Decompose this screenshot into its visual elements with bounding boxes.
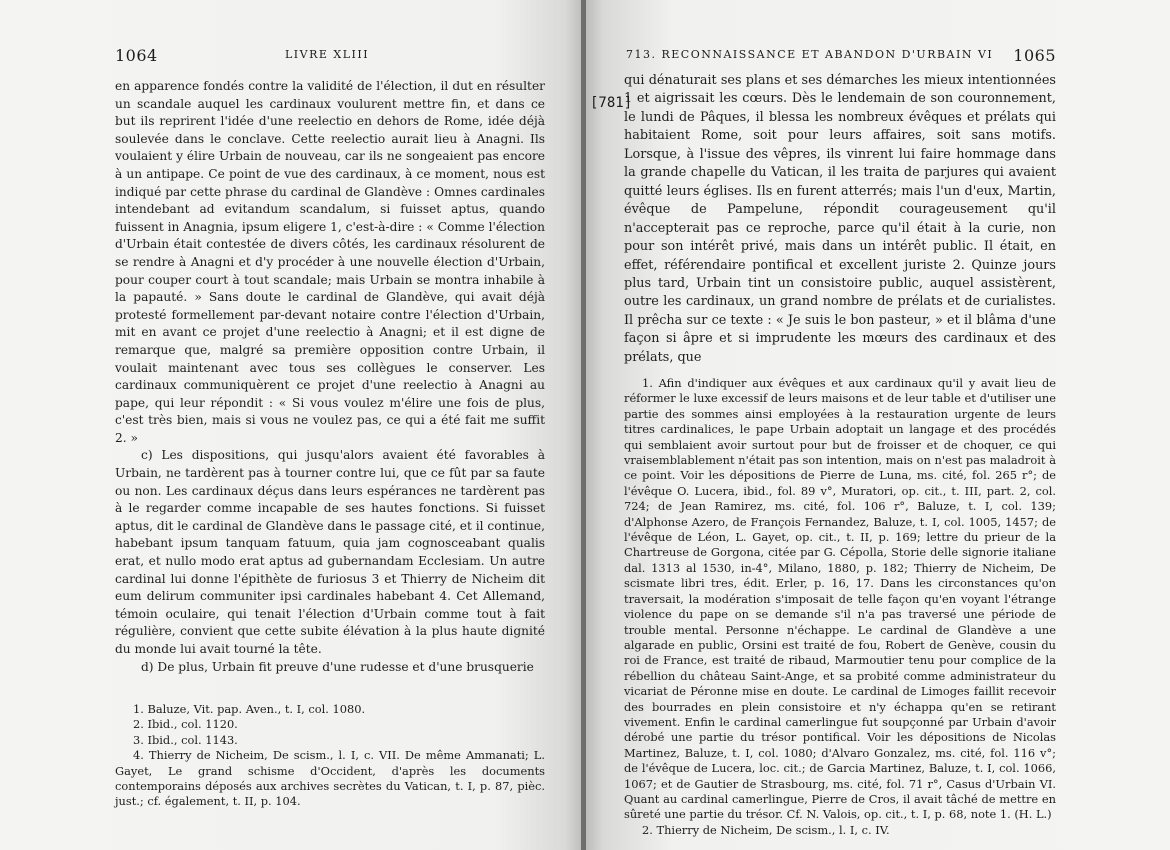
running-head: LIVRE XLIII xyxy=(285,48,370,61)
margin-marker: [781] xyxy=(590,95,633,111)
footnote: 1. Afin d'indiquer aux évêques et aux cardinaux qu'il y avait lieu de réformer le luxe excessif de leurs maisons et de leur table et d'utiliser une partie des sommes ainsi employées à la restauration urgente de leurs titres cardinalices, le pape Urbain adoptait un langage et des procédés qui semblaient avoir surtout pour but de froisser et de choquer, ce qui vraisemblablement n'était pas son intention, mais on n'est pas maladroit à ce point. Voir les dépositions de Pierre de Luna, ms. cité, fol. 265 r°; de l'évêque O. Lucera, ibid., fol. 89 v°, Muratori, op. cit., t. III, part. 2, col. 724; de Jean Ramirez, ms. cité, fol. 106 r°, Baluze, t. I, col. 139; d'Alphonse Azero, de François Fernandez, Baluze, t. I, col. 1005, 1457; de l'évêque de Léon, L. Gayet, op. cit., t. II, p. 169; lettre du prieur de la Chartreuse de Gorgona, citée par G. Cépolla, Storie delle signorie italiane dal. 1313 al 1530, in-4°, Milano, 1880, p. 182; Thierry de Nicheim, De scismate libri tres, édit. Erler, p. 16, 17. Dans les circonstances qu'on traversait, la modération s'imposait de telle façon qu'en voyant l'étrange violence du pape on se demande s'il n'a pas traversé une période de trouble mental. Personne n'échappe. Le cardinal de Glandève a une algarade en public, Orsini est traité de fou, Robert de Genève, cousin du roi de France, est traité de ribaud, Marmoutier tenu pour complice de la rébellion du château Saint-Ange, et sa probité comme administrateur du vicariat de Péronne mise en doute. Le cardinal de Limoges faillit recevoir des bourrades en plein consistoire et n'y échappa qu'en se retirant vivement. Enfin le cardinal camerlingue fut soupçonné par Urbain d'avoir dérobé une partie du trésor pontifical. Voir les dépositions de Nicolas Martinez, Baluze, t. I, col. 1080; d'Alvaro Gonzalez, ms. cité, fol. 116 v°; de l'évêque de Lucera, loc. cit.; de Garcia Martinez, Baluze, t. I, col. 1066, 1067; et de Gautier de Strasbourg, ms. cité, fol. 71 r°, Casus d'Urbain VI. Quant au cardinal camerlingue, Pierre de Cros, il avait tâché de mettre en sûreté une partie du trésor. Cf. N. Valois, op. cit., t. I, p. 68, note 1. (H. L.) xyxy=(624,376,1056,822)
footnote: 2. Ibid., col. 1120. xyxy=(133,717,238,732)
body-paragraph: d) De plus, Urbain fit preuve d'une rudesse et d'une brusquerie xyxy=(141,659,534,674)
right-page-header xyxy=(626,46,1056,66)
left-footnotes xyxy=(115,702,545,810)
page-number: 1065 xyxy=(1013,46,1056,65)
body-paragraph: qui dénaturait ses plans et ses démarches les mieux intentionnées 1 et aigrissait les cœurs. Dès le lendemain de son couronnement, le lundi de Pâques, il blessa les nombreux évêques et prélats qui habitaient Rome, soit pour leurs affaires, soit sans motifs. Lorsque, à l'issue des vêpres, ils vinrent lui faire hommage dans la grande chapelle du Vatican, il les traita de parjures qui avaient quitté leurs églises. Ils en furent atterrés; mais l'un d'eux, Martin, évêque de Pampelune, répondit courageusement qu'il n'accepterait pas ce reproche, parce qu'il était à la curie, non pour son intérêt privé, mais dans un intérêt public. Il était, en effet, référendaire pontifical et excellent juriste 2. Quinze jours plus tard, Urbain tint un consistoire public, auquel assistèrent, outre les cardinaux, un grand nombre de prélats et de curialistes. Il prêcha sur ce texte : « Je suis le bon pasteur, » et il blâma d'une façon si âpre et si imprudente les mœurs des cardinaux et des prélats, que xyxy=(624,73,1056,365)
body-paragraph: en apparence fondés contre la validité de l'élection, il dut en résulter un scandale auquel les cardinaux voulurent mettre fin, et dans ce but ils reprirent l'idée d'une reelectio en dehors de Rome, idée déjà soulevée dans le conclave. Cette reelectio aurait lieu à Anagni. Ils voulaient y élire Urbain de nouveau, car ils ne songeaient pas encore à un antipape. Ce point de vue des cardinaux, à ce moment, nous est indiqué par cette phrase du cardinal de Glandève : Omnes cardinales intendebant ad evitandum scandalum, si fuisset aptus, quando fuissent in Anagnia, ipsum eligere 1, c'est-à-dire : « Comme l'élection d'Urbain était contestée de divers côtés, les cardinaux résolurent de se rendre à Anagni et d'y procéder à une nouvelle élection d'Urbain, pour couper court à tout scandale; mais Urbain se montra inhabile à la papauté. » Sans doute le cardinal de Glandève, qui avait déjà protesté formellement par-devant notaire contre l'élection d'Urbain, mit en avant ce projet d'une reelectio à Anagni; et il est digne de remarque que, malgré sa première opposition contre Urbain, il voulait maintenant avec tous ses collègues le conserver. Les cardinaux communiquèrent ce projet d'une reelectio à Anagni au pape, qui leur répondit : « Si vous voulez m'élire une fois de plus, c'est très bien, mais si vous ne voulez pas, ce qui a été fait me suffit 2. » xyxy=(115,79,545,445)
right-page xyxy=(586,0,1170,850)
footnote: 3. Ibid., col. 1143. xyxy=(133,732,238,747)
right-footnotes xyxy=(624,376,1056,838)
footnote: 4. Thierry de Nicheim, De scism., l. I, c. VII. De même Ammanati; L. Gayet, Le grand schisme d'Occident, d'après les documents contemporains déposés aux archives secrètes du Vatican, t. I, p. 87, pièc. just.; cf. également, t. II, p. 104. xyxy=(115,748,545,809)
footnote: 1. Baluze, Vit. pap. Aven., t. I, col. 1080. xyxy=(133,702,366,716)
left-page xyxy=(0,0,583,850)
left-page-header xyxy=(115,46,545,66)
running-head: 713. RECONNAISSANCE ET ABANDON D'URBAIN VI xyxy=(626,48,994,61)
body-paragraph: c) Les dispositions, qui jusqu'alors avaient été favorables à Urbain, ne tardèrent pas à tourner contre lui, que ce fût par sa faute ou non. Les cardinaux déçus dans leurs espérances ne tardèrent pas à le regarder comme incapable de ses hautes fonctions. Si fuisset aptus, dit le cardinal de Glandève dans le passage cité, et il continue, habebant ipsum tanquam fatuum, quia jam cognosceabant qualis erat, et nullo modo erat aptus ad gubernandam Ecclesiam. Un autre cardinal lui donne l'épithète de furiosus 3 et Thierry de Nicheim dit eum delirum communiter ipsi cardinales habebant 4. Cet Allemand, témoin oculaire, qui tenait l'élection d'Urbain comme tout à fait régulière, convient que cette subite élévation à la plus haute dignité du monde lui avait tourné la tête. xyxy=(115,448,545,656)
page-number: 1064 xyxy=(115,46,158,65)
left-page-body xyxy=(115,78,545,676)
footnote: 2. Thierry de Nicheim, De scism., l. I, c. IV. xyxy=(642,822,890,837)
right-page-body xyxy=(624,72,1056,367)
